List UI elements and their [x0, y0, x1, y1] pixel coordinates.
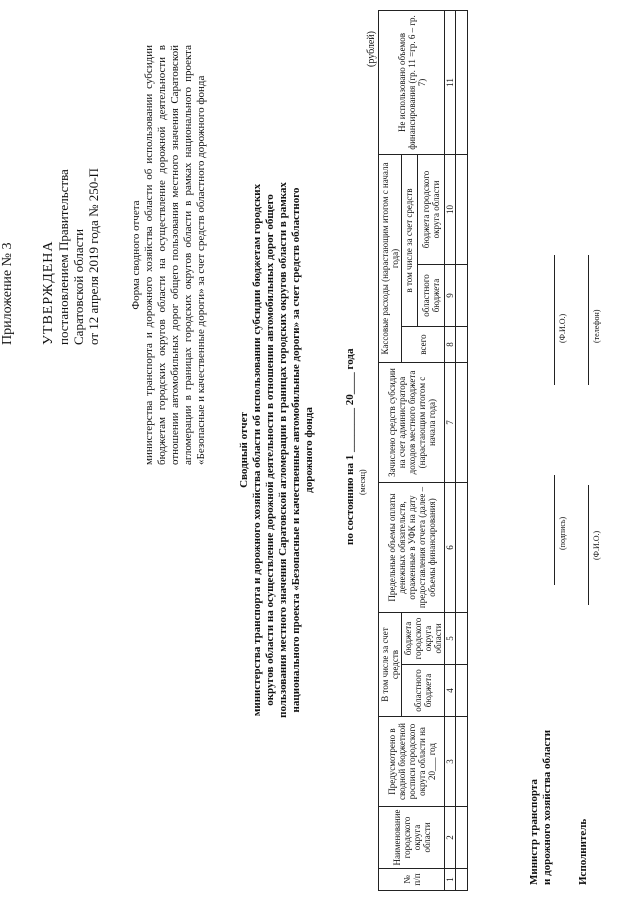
col-num: 10 [445, 154, 456, 264]
executor-fio-caption: (Ф.И.О.) [592, 530, 601, 560]
cell [456, 10, 468, 154]
header-c5: бюджета городского округа области [402, 613, 445, 665]
header-c6: Предельные объемы оплаты денежных обязательств, отраженные в УФК на дату предоставления отчета (далее – объемы финансирования) [379, 483, 445, 613]
minister-fio-caption: (Ф.И.О.) [558, 313, 567, 343]
executor-label: Исполнитель [577, 818, 589, 885]
form-title [130, 45, 208, 465]
cell [456, 869, 468, 891]
header-c8: всего [402, 327, 445, 363]
report-title-line1: Сводный отчет [238, 412, 250, 488]
header-c2: Наименование городского округа области [379, 807, 445, 869]
cell [456, 665, 468, 717]
col-num: 6 [445, 483, 456, 613]
signature-caption: (подпись) [558, 516, 567, 550]
cell [456, 613, 468, 665]
phone-line [588, 255, 589, 385]
cell [456, 363, 468, 483]
header-c9-10-group: в том числе за счет средств [402, 154, 418, 326]
header-c10: бюджета городского округа области [417, 154, 444, 264]
cell [456, 154, 468, 264]
col-num: 4 [445, 665, 456, 717]
executor-fio-line [588, 485, 589, 605]
approved-label: УТВЕРЖДЕНА [41, 240, 56, 345]
approved-by-1: постановлением Правительства [56, 169, 71, 345]
header-c11: Не использовано объемов финансирования (гр. 11 =гр. 6 – гр. 7) [379, 10, 445, 154]
approved-by-2: Саратовской области [71, 228, 86, 345]
cell [456, 327, 468, 363]
header-c45-group: В том числе за счет средств [379, 613, 402, 717]
col-num: 11 [445, 10, 456, 154]
col-num: 5 [445, 613, 456, 665]
form-title-body: министерства транспорта и дорожного хозяйства области об использовании субсидии бюджетам городских округов области на осуществление дорожной деятельности в отношении автомобильных дорог общего пользования местного значения Саратовской агломерации в границах городских округов области в рамках национального проекта «Безопасные и качественные дороги» за счет средств областного дорожного фонда [143, 45, 207, 465]
header-c3: Предусмотрено в сводной бюджетной росписи городского округа области на 20___ год [379, 717, 445, 807]
header-c7: Зачислено средств субсидии на счет администратора доходов местного бюджета (нарастающим итогом с начала года) [379, 363, 445, 483]
report-table [378, 10, 468, 891]
col-num: 1 [445, 869, 456, 891]
minister-fio-line [554, 255, 555, 385]
col-num: 7 [445, 363, 456, 483]
col-num: 3 [445, 717, 456, 807]
header-c9: областного бюджета [417, 265, 444, 327]
table-row [456, 10, 468, 890]
units-label: (рублей) [366, 30, 377, 67]
cell [456, 807, 468, 869]
phone-caption: (телефон) [592, 309, 601, 343]
header-c4: областного бюджета [402, 665, 445, 717]
approved-date: от 12 апреля 2019 года № 250-П [86, 168, 101, 345]
cell [456, 265, 468, 327]
column-number-row [445, 10, 456, 890]
month-caption: (месяц) [358, 469, 367, 495]
report-title [238, 170, 316, 730]
as-of-line: по состоянию на 1 ________ 20____ года [344, 348, 356, 545]
header-c1: № п/п [379, 869, 445, 891]
cell [456, 483, 468, 613]
col-num: 9 [445, 265, 456, 327]
minister-line1: Министр транспорта [528, 779, 540, 885]
appendix-label: Приложение № 3 [0, 242, 15, 345]
minister-signature-label [528, 730, 554, 885]
cell [456, 717, 468, 807]
form-title-line1: Форма сводного отчета [130, 200, 142, 310]
col-num: 2 [445, 807, 456, 869]
col-num: 8 [445, 327, 456, 363]
approval-block [0, 15, 207, 465]
header-c8-10-group: Кассовые расходы (нарастающим итогом с начала года) [379, 154, 402, 362]
report-title-body: министерства транспорта и дорожного хозяйства области об использовании субсидии бюджетам городских округов области на осуществление дорожной деятельности в отношении автомобильных дорог общего пользования местного значения Саратовской агломерации в границах городских округов области в рамках национального проекта «Безопасные и качественные автомобильные дороги» за счет средств областного дорожного фонда [251, 182, 315, 718]
signature-line [554, 475, 555, 585]
minister-line2: и дорожного хозяйства области [541, 729, 553, 885]
